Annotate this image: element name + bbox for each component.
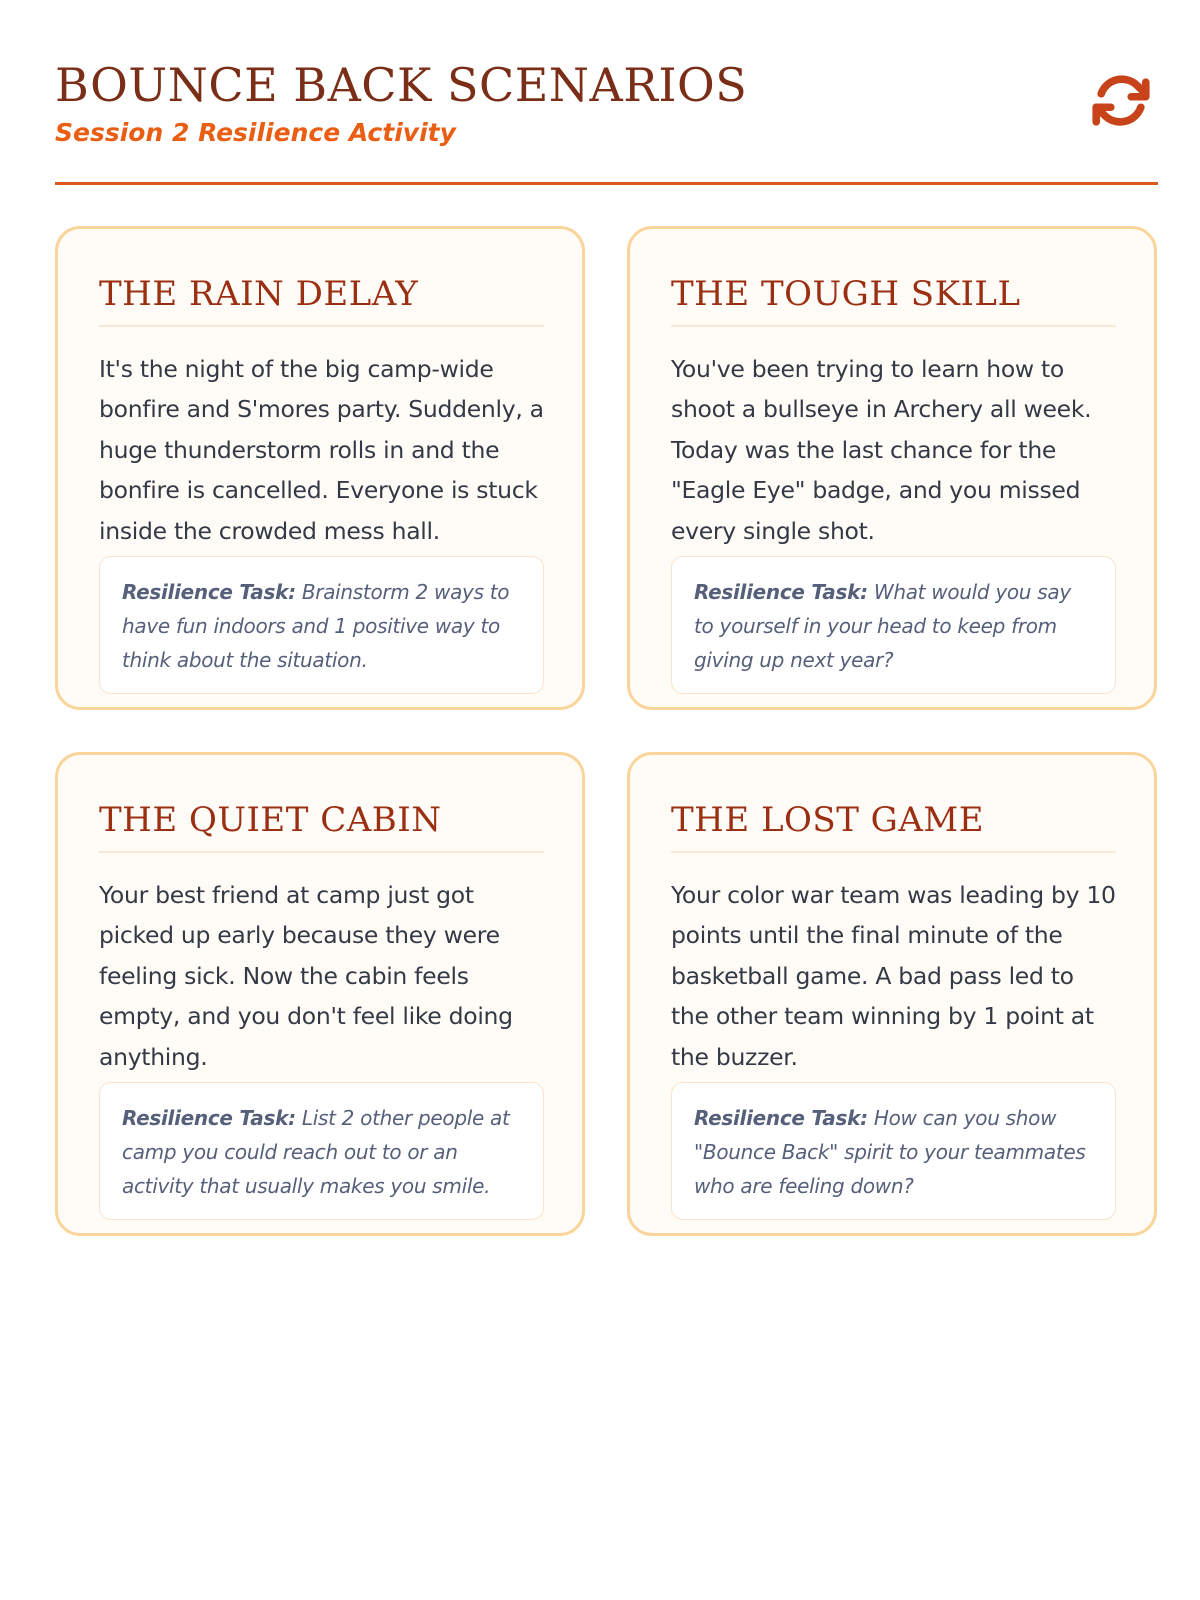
resilience-task-box xyxy=(671,556,1116,694)
resilience-task-box xyxy=(671,1082,1116,1220)
task-label: Resilience Task: xyxy=(694,580,868,605)
card-description: Your color war team was leading by 10 points until the final minute of the basketball game. A bad pass led to the other team winning by 1 point at the buzzer. xyxy=(671,880,1116,1071)
page-title: BOUNCE BACK SCENARIOS xyxy=(55,58,748,112)
card-title: THE TOUGH SKILL xyxy=(671,274,1116,327)
card-title: THE QUIET CABIN xyxy=(99,800,544,853)
scenario-card-quiet-cabin xyxy=(55,752,585,1236)
task-text: Brainstorm 2 ways to have fun indoors and 1 positive way to think about the situation. xyxy=(122,580,510,673)
task-label: Resilience Task: xyxy=(122,580,296,605)
scenario-card-lost-game xyxy=(627,752,1157,1236)
page-subtitle: Session 2 Resilience Activity xyxy=(55,118,456,147)
card-title: THE LOST GAME xyxy=(671,800,1116,853)
card-description: Your best friend at camp just got picked up early because they were feeling sick. Now the cabin feels empty, and you don't feel like doing anything. xyxy=(99,880,513,1071)
task-label: Resilience Task: xyxy=(694,1106,868,1131)
card-description: It's the night of the big camp-wide bonfire and S'mores party. Suddenly, a huge thunderstorm rolls in and the bonfire is cancelled. Everyone is stuck inside the crowded mess hall. xyxy=(99,354,544,545)
task-text: List 2 other people at camp you could reach out to or an activity that usually makes you smile. xyxy=(122,1106,510,1199)
scenario-card-tough-skill xyxy=(627,226,1157,710)
task-text: What would you say to yourself in your head to keep from giving up next year? xyxy=(694,580,1071,673)
refresh-icon xyxy=(1086,67,1156,137)
resilience-task-box xyxy=(99,556,544,694)
task-text: How can you show "Bounce Back" spirit to your teammates who are feeling down? xyxy=(694,1106,1086,1199)
refresh-button[interactable] xyxy=(1086,67,1156,137)
resilience-task-box xyxy=(99,1082,544,1220)
task-label: Resilience Task: xyxy=(122,1106,296,1131)
page-header xyxy=(55,50,1158,185)
card-description: You've been trying to learn how to shoot a bullseye in Archery all week. Today was the last chance for the "Eagle Eye" badge, and you missed every single shot. xyxy=(671,354,1092,545)
scenario-card-rain-delay xyxy=(55,226,585,710)
card-title: THE RAIN DELAY xyxy=(99,274,544,327)
